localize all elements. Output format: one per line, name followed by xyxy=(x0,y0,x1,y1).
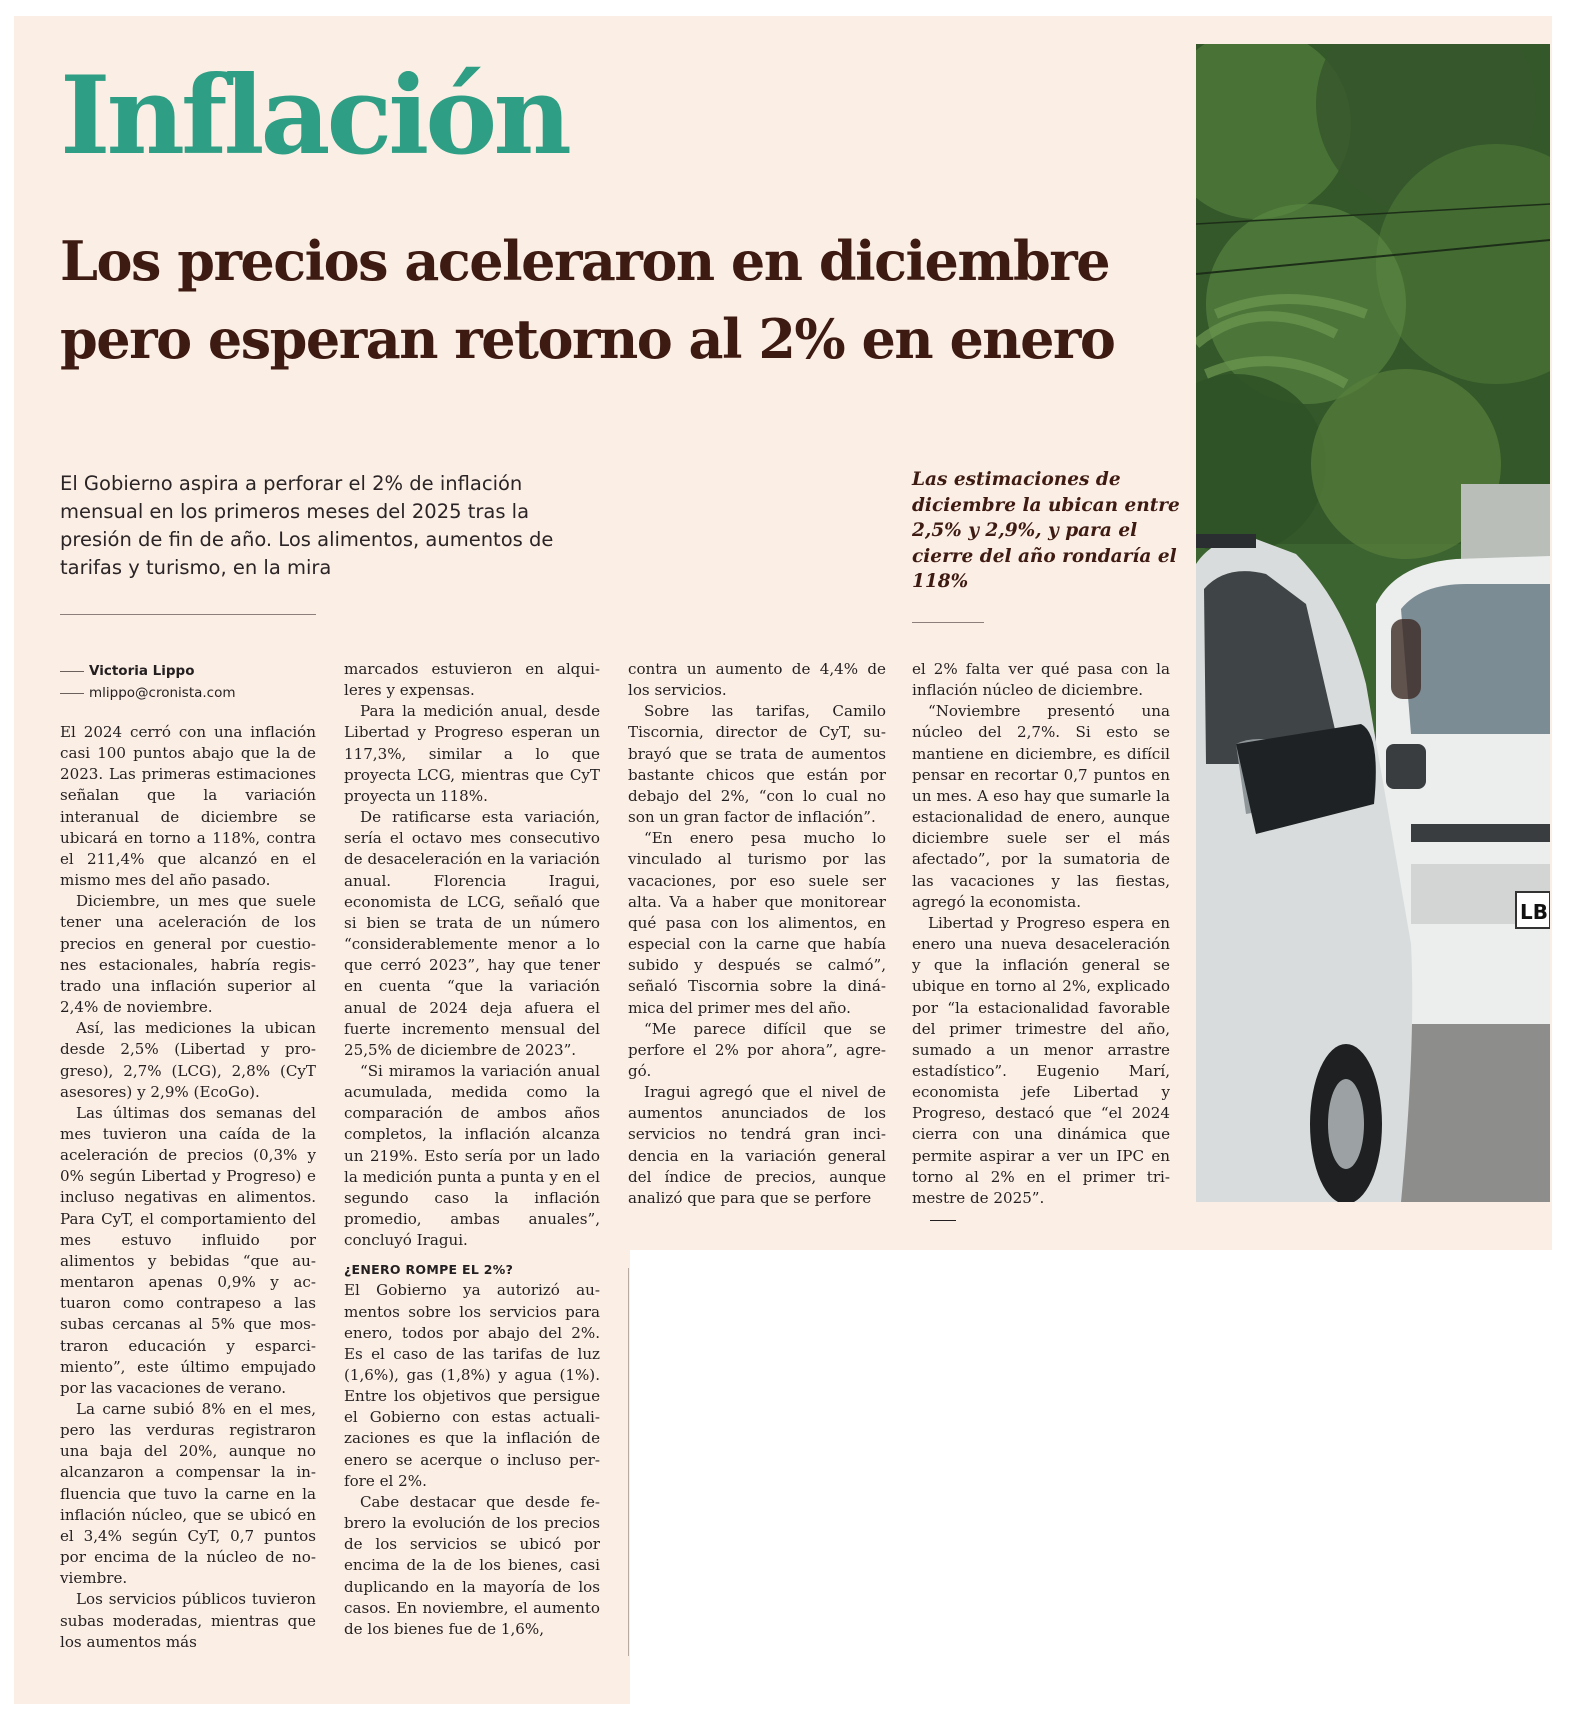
headline-line-2: pero esperan retorno al 2% en enero xyxy=(60,307,1115,371)
paragraph xyxy=(912,1209,1170,1230)
paragraph: Así, las mediciones la ubican desde 2,5% (Libertad y progreso), 2,7% (LCG), 2,8% (CyT asesores) y 2,9% (EcoGo). xyxy=(60,1019,316,1101)
section-title: Inflación xyxy=(60,53,568,179)
paragraph: El 2024 cerró con una inflación casi 100 puntos abajo que la de 2023. Las primeras estimaciones señalan que la variación interanual de diciembre se ubicará en torno a 118%, contra el 211,4% que alcanzó en el mismo mes del año pasado. xyxy=(60,723,316,890)
paragraph: Para la medición anual, desde Libertad y Progreso esperan un 117,3%, similar a lo que proyecta LCG, mientras que CyT proyecta un 118%. xyxy=(344,702,600,805)
article-photo xyxy=(1196,44,1550,1202)
pull-quote: Las estimaciones de diciembre la ubican entre 2,5% y 2,9%, y para el cierre del año rondaría el 118% xyxy=(912,469,1180,592)
paragraph: El Gobierno ya autorizó aumentos sobre los servicios para enero, todos por abajo del 2%. Es el caso de las tarifas de luz (1,6%), gas (1,8%) y agua (1%). Entre los objetivos que persigue el Gobierno con estas actualizaciones es que la inflación de enero se acerque o incluso perfore el 2%. xyxy=(344,1281,600,1490)
byline-dash xyxy=(60,671,84,672)
subheading: ¿ENERO ROMPE EL 2%? xyxy=(344,1262,514,1278)
byline xyxy=(60,660,236,704)
paragraph: Las últimas dos semanas del mes tuvieron una caída de la aceleración de precios (0,3% y 0% según Libertad y Progreso) e incluso negativas en alimentos. Para CyT, el comportamiento del mes estuvo influido por alimentos y bebidas “que aumentaron apenas 0,9% y actuaron como contrapeso a las subas cercanas al 5% que mostraron educación y esparcimiento”, este último empujado por las vacaciones de verano. xyxy=(60,1103,316,1397)
paragraph: “Noviembre presentó una núcleo del 2,7%. Si esto se mantiene en diciembre, es difícil pensar en recortar 0,7 puntos en un mes. A eso hay que sumarle la estacionalidad de enero, aunque diciembre suele ser el más afectado”, por la sumatoria de las vacaciones y las fiestas, agregó la economista. xyxy=(912,702,1170,911)
paragraph: Los servicios públicos tuvieron subas moderadas, mientras que los aumentos más xyxy=(60,1590,316,1651)
paragraph: marcados estuvieron en alquileres y expensas. xyxy=(344,660,600,700)
article-column-4 xyxy=(912,659,1170,1230)
paragraph: Iragui agregó que el nivel de aumentos anunciados de los servicios no tendrá gran incidencia en la variación general del índice de precios, aunque analizó que para que se perfore xyxy=(628,1083,886,1207)
paragraph: “En enero pesa mucho lo vinculado al turismo por las vacaciones, por eso suele ser alta. Va a haber que monitorear qué pasa con los alimentos, en especial con la carne que había subido y después se calmó”, señaló Tiscornia sobre la dinámica del primer mes del año. xyxy=(628,829,886,1017)
article-column-1 xyxy=(60,722,316,1653)
end-of-article-mark xyxy=(930,1220,956,1221)
byline-author: Victoria Lippo xyxy=(89,663,195,679)
paragraph: contra un aumento de 4,4% de los servicios. xyxy=(628,660,886,700)
paragraph: Cabe destacar que desde febrero la evolución de los precios de los servicios se ubicó por encima de la de los bienes, casi duplicando en la mayoría de los casos. En noviembre, el aumento de los bienes fue de 1,6%, xyxy=(344,1492,600,1638)
paragraph: De ratificarse esta variación, sería el octavo mes consecutivo de desaceleración en la variación anual. Florencia Iragui, economista de LCG, señaló que si bien se trata de un número “considerablemente menor a lo que cerró 2023”, hay que tener en cuenta “que la variación anual de 2024 deja afuera el fuerte incremento mensual del 25,5% de diciembre de 2023”. xyxy=(344,808,600,1059)
street-cars-photo xyxy=(1196,44,1550,1202)
paragraph: Diciembre, un mes que suele tener una aceleración de los precios en general por cuestiones estacionales, habría registrado una inflación superior al 2,4% de noviembre. xyxy=(60,892,316,1017)
pull-quote-divider xyxy=(912,622,984,623)
lead-divider xyxy=(60,614,316,615)
paragraph: Libertad y Progreso espera en enero una nueva desaceleración y que la inflación general se ubique en torno al 2%, explicado por “la estacionalidad favorable del primer trimestre del año, sumado a un menor arrastre estadístico”. Eugenio Marí, economista jefe Libertad y Progreso, destacó que “el 2024 cierra con una dinámica que permite aspirar a ver un IPC en torno al 2% en el primer trimestre de 2025”. xyxy=(912,913,1170,1207)
article-column-2 xyxy=(344,659,600,1640)
blank-area xyxy=(630,1250,1552,1720)
paragraph: La carne subió 8% en el mes, pero las verduras registraron una baja del 20%, aunque no alcanzaron a compensar la influencia que tuvo la carne en la inflación núcleo, que se ubicó en el 3,4% según CyT, 0,7 puntos por encima de la núcleo de noviembre. xyxy=(60,1400,316,1588)
license-plate-text: LB xyxy=(1520,900,1548,924)
paragraph: “Si miramos la variación anual acumulada, medida como la comparación de ambos años completos, la inflación alcanza un 219%. Esto sería por un lado la medición punta a punta y en el segundo caso la inflación promedio, ambas anuales”, concluyó Iragui. xyxy=(344,1061,600,1250)
headline-line-1: Los precios aceleraron en diciembre xyxy=(60,229,1110,293)
headline xyxy=(60,222,1180,378)
paragraph: Sobre las tarifas, Camilo Tiscornia, director de CyT, subrayó que se trata de aumentos bastante chicos que están por debajo del 2%, “con lo cual no son un gran factor de inflación”. xyxy=(628,702,886,827)
paragraph: “Me parece difícil que se perfore el 2% por ahora”, agregó. xyxy=(628,1019,886,1080)
article-column-3 xyxy=(628,659,886,1209)
byline-dash xyxy=(60,693,84,694)
column-rule xyxy=(628,1268,629,1656)
paragraph: el 2% falta ver qué pasa con la inflación núcleo de diciembre. xyxy=(912,660,1170,700)
byline-email[interactable]: mlippo@cronista.com xyxy=(89,685,236,701)
lead-paragraph: El Gobierno aspira a perforar el 2% de inflación mensual en los primeros meses del 2025 tras la presión de fin de año. Los alimentos, aumentos de tarifas y turismo, en la mira xyxy=(60,472,554,579)
